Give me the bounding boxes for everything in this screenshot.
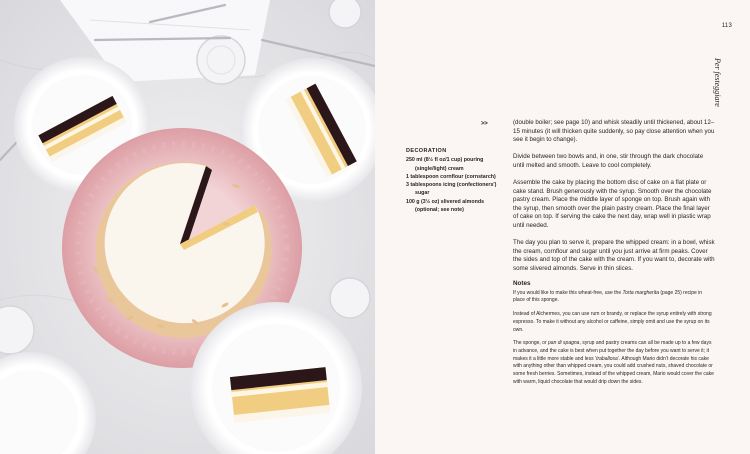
recipe-page — [375, 0, 750, 454]
notes-text: (page 25) recipe in place of this sponge. — [513, 289, 703, 304]
ingredients-heading: DECORATION — [406, 148, 447, 154]
italian-term: pan di spagna — [548, 340, 580, 347]
ingredient-item — [406, 173, 508, 181]
method-steps — [513, 119, 715, 282]
ingredient-item — [406, 198, 508, 215]
continued-mark: >> — [481, 121, 488, 127]
notes-paragraph — [513, 340, 715, 386]
ingredients-list — [406, 147, 508, 214]
notes-section — [513, 280, 715, 392]
ingredient-note: sugar — [415, 190, 430, 197]
ingredient-text: 100 g (3½ oz) slivered almonds — [406, 198, 485, 205]
notes-paragraph — [513, 290, 715, 305]
ingredient-text: 3 tablespoons icing (confectioners') — [406, 182, 497, 189]
notes-text: If you would like to make this wheat-free, use the — [513, 289, 623, 296]
ingredient-text: 250 ml (8½ fl oz/1 cup) pouring — [406, 157, 484, 164]
notes-paragraph: Instead of Alchermes, you can use rum or brandy, or replace the syrup entirely with strong espresso. To make it without any alcohol or caffeine, simply omit and use the syrup on its own. — [513, 311, 712, 333]
italian-term: traballosa — [596, 355, 618, 362]
notes-heading: Notes — [513, 280, 531, 287]
running-head-text: Per festeggiare — [713, 58, 722, 107]
ingredient-item — [406, 181, 508, 198]
notes-text: , syrup and pastry creams can all be made up to a few days in advance, and the cake is best when put together the day before you want to serve it; it makes it a little more stable and less ‘ — [513, 340, 712, 362]
ingredient-note: (optional; see note) — [415, 207, 464, 214]
method-paragraph: Divide between two bowls and, in one, stir through the dark chocolate until melted and smooth. Leave to cool completely. — [513, 153, 704, 169]
wine-glass — [329, 0, 361, 28]
ingredient-note: (single/light) cream — [415, 165, 464, 172]
method-paragraph: (double boiler; see page 10) and whisk steadily until thickened, about 12–15 minutes (it will thicken quite suddenly, so pay close attention when you see it begin to change). — [513, 119, 715, 144]
wine-glass — [197, 36, 245, 84]
method-paragraph: The day you plan to serve it, prepare the whipped cream: in a bowl, whisk the cream, cornflour and sugar until you just arrive at firm peaks. Cover the sides and top of the cake with the cream. If you want to, decorate with some slivered almonds. Serve in thin slices. — [513, 239, 715, 272]
ingredient-text: 1 tablespoon cornflour (cornstarch) — [406, 173, 496, 180]
page-number: 113 — [721, 23, 732, 29]
recipe-reference: Torta margherita — [622, 289, 659, 296]
method-paragraph: Assemble the cake by placing the bottom disc of cake on a flat plate or cake stand. Brush generously with the syrup. Smooth over the chocolate pastry cream. Place the middle layer of sponge on top. Brush again with the syrup, then smooth over the plain pastry cream. Place the final layer of cake on top. If serving the cake the next day, wrap well in plastic wrap until needed. — [513, 178, 712, 229]
notes-text: The sponge, or — [513, 340, 549, 347]
notes-text: ’. Although Mario didn’t decorate his cake with anything other than whipped cream, you could add crushed nuts, shaved chocolate or some fresh berries. Sometimes, instead of the whipped cream, Mario would cover the cake with warm, liquid chocolate that would drip down the sides. — [513, 355, 714, 385]
ingredient-item — [406, 156, 508, 173]
wine-glass — [330, 278, 370, 318]
running-head — [702, 58, 742, 107]
